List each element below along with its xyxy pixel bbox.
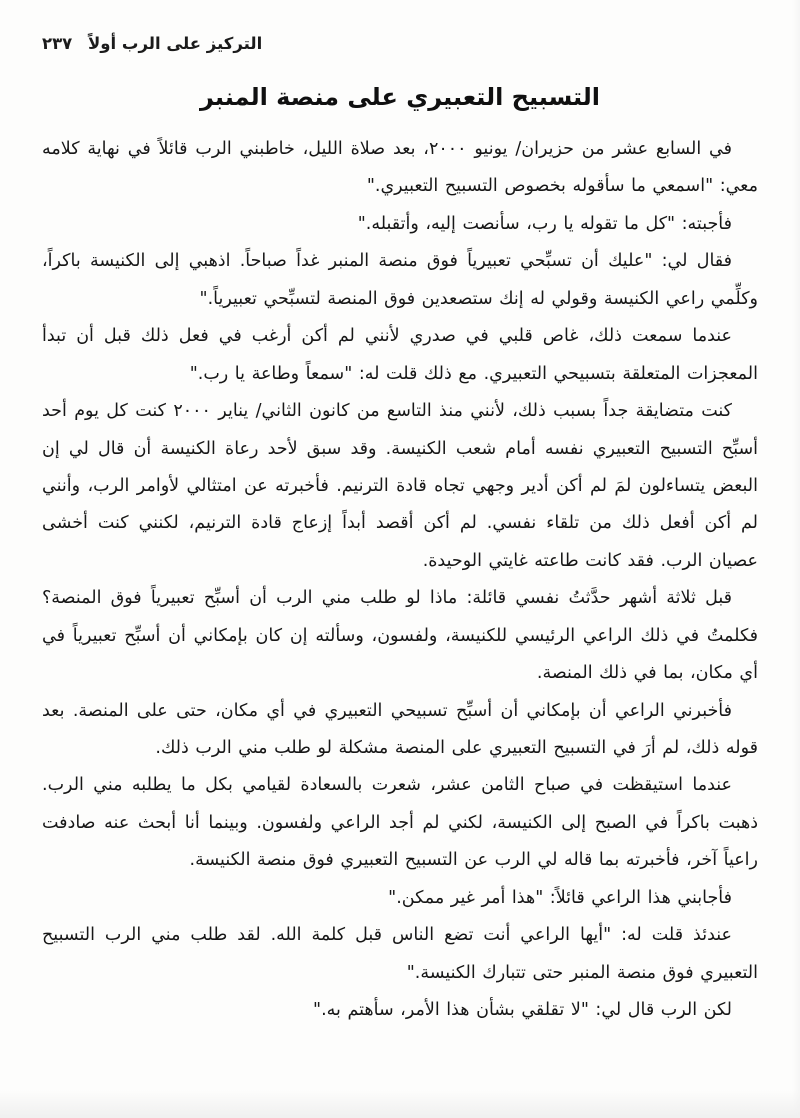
paragraph: في السابع عشر من حزيران/ يونيو ٢٠٠٠، بعد صلاة الليل، خاطبني الرب قائلاً في نهاية كلامه معي: "اسمعي ما سأقوله بخصوص التسبيح التعبيري." bbox=[42, 139, 758, 197]
running-header bbox=[42, 34, 758, 53]
paragraph: كنت متضايقة جداً بسبب ذلك، لأنني منذ التاسع من كانون الثاني/ يناير ٢٠٠٠ كنت كل يوم أحد أسبِّح التسبيح التعبيري نفسه أمام شعب الكنيسة. وقد سبق لأحد رعاة الكنيسة أن قال لي إن البعض يتساءلون لمَ لم أكن أدير وجهي تجاه قادة الترنيم. فأخبرته عن امتثالي لأوامر الرب، وأنني لم أكن أفعل ذلك من تلقاء نفسي. لم أكن أقصد أبداً إزعاج قادة الترنيم، لكنني كنت أخشى عصيان الرب. فقد كانت طاعته غايتي الوحيدة. bbox=[42, 401, 758, 571]
scan-shadow-bottom bbox=[0, 1090, 800, 1118]
chapter-body bbox=[42, 131, 758, 1030]
paragraph: عندئذ قلت له: "أيها الراعي أنت تضع الناس قبل كلمة الله. لقد طلب مني الرب التسبيح التعبيري فوق منصة المنبر حتى تتبارك الكنيسة." bbox=[42, 925, 758, 983]
paragraph: فأخبرني الراعي أن بإمكاني أن أسبِّح تسبيحي التعبيري في أي مكان، حتى على المنصة. بعد قوله ذلك، لم أرَ في التسبيح التعبيري على المنصة مشكلة لو طلب مني الرب ذلك. bbox=[42, 700, 758, 758]
scan-shadow-right-edge bbox=[792, 0, 800, 1118]
page-number: ٢٣٧ bbox=[42, 34, 73, 53]
paragraph: فأجابني هذا الراعي قائلاً: "هذا أمر غير ممكن." bbox=[388, 887, 732, 908]
paragraph: فقال لي: "عليك أن تسبِّحي تعبيرياً فوق منصة المنبر غداً صباحاً. اذهبي إلى الكنيسة باكراً، وكلِّمي راعي الكنيسة وقولي له إنك ستصعدين فوق المنصة لتسبِّحي تعبيرياً." bbox=[42, 251, 758, 309]
paragraph: فأجبته: "كل ما تقوله يا رب، سأنصت إليه، وأتقبله." bbox=[357, 213, 732, 234]
running-header-book-title: التركيز على الرب أولاً bbox=[87, 34, 263, 53]
paragraph: عندما سمعت ذلك، غاص قلبي في صدري لأنني لم أكن أرغب في فعل ذلك قبل أن تبدأ المعجزات المتعلقة بتسبيحي التعبيري. مع ذلك قلت له: "سمعاً وطاعة يا رب." bbox=[42, 326, 758, 384]
paragraph: قبل ثلاثة أشهر حدَّثتُ نفسي قائلة: ماذا لو طلب مني الرب أن أسبِّح تعبيرياً فوق المنصة؟ فكلمتُ في ذلك الراعي الرئيسي للكنيسة، ولفسون، وسألته إن كان بإمكاني أن أسبِّح تعبيرياً في أي مكان، بما في ذلك المنصة. bbox=[42, 588, 758, 684]
paragraph: لكن الرب قال لي: "لا تقلقي بشأن هذا الأمر، سأهتم به." bbox=[313, 1000, 732, 1021]
paragraph: عندما استيقظت في صباح الثامن عشر، شعرت بالسعادة لقيامي بكل ما يطلبه مني الرب. ذهبت باكراً في الصبح إلى الكنيسة، لكني لم أجد الراعي ولفسون. وبينما أنا أبحث عنه صادفت راعياً آخر، فأخبرته بما قاله لي الرب عن التسبيح التعبيري فوق منصة الكنيسة. bbox=[42, 775, 758, 871]
chapter-title: التسبيح التعبيري على منصة المنبر bbox=[199, 83, 601, 111]
